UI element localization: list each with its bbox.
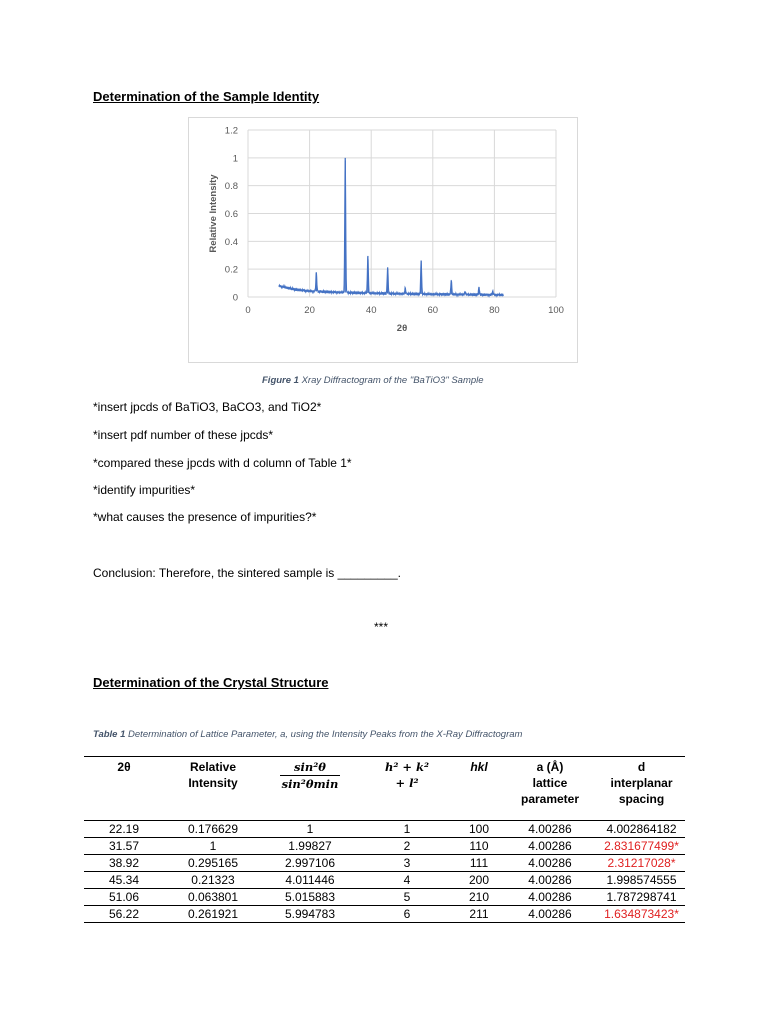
cell-interplanar-spacing: 2.31217028*: [598, 855, 685, 872]
col-hkl-sum-line1: h² + k²: [384, 760, 430, 774]
cell-relative-intensity: 0.261921: [164, 906, 262, 923]
y-tick-label: 0.2: [224, 264, 238, 276]
y-tick-label: 0.8: [224, 181, 238, 193]
cell-hkl-sum: 6: [358, 906, 456, 923]
y-tick-label: 1: [232, 153, 238, 165]
cell-lattice-parameter: 4.00286: [502, 906, 598, 923]
table-row: [84, 855, 685, 872]
cell-lattice-parameter: 4.00286: [502, 855, 598, 872]
cell-interplanar-spacing: 1.634873423*: [598, 906, 685, 923]
cell-relative-intensity: 0.176629: [164, 821, 262, 838]
cell-interplanar-spacing: 4.002864182: [598, 821, 685, 838]
xrd-chart: [188, 117, 578, 363]
col-lattice-parameter: [502, 757, 598, 821]
cell-two-theta: 38.92: [84, 855, 164, 872]
table-caption: [93, 729, 522, 740]
col-lattice-parameter-line2: lattice: [532, 776, 568, 790]
table-row: [84, 872, 685, 889]
cell-hkl: 211: [456, 906, 502, 923]
xrd-series-line: [279, 161, 504, 297]
figure-caption-label: Figure 1: [262, 375, 299, 386]
table-caption-label: Table 1: [93, 729, 126, 740]
cell-two-theta: 22.19: [84, 821, 164, 838]
col-interplanar-spacing-line1: d: [637, 760, 646, 774]
note-2: *insert pdf number of these jpcds*: [93, 428, 274, 442]
y-axis-label: Relative Intensity: [208, 174, 219, 253]
table-header-row: [84, 757, 685, 821]
section-heading-crystal-structure: Determination of the Crystal Structure: [93, 675, 329, 690]
y-tick-label: 0.4: [224, 236, 238, 248]
table-row: [84, 889, 685, 906]
cell-relative-intensity: 0.21323: [164, 872, 262, 889]
cell-hkl-sum: 1: [358, 821, 456, 838]
cell-hkl-sum: 5: [358, 889, 456, 906]
figure-caption: [262, 375, 484, 386]
cell-lattice-parameter: 4.00286: [502, 872, 598, 889]
col-interplanar-spacing-line3: spacing: [618, 792, 665, 806]
cell-relative-intensity: 0.063801: [164, 889, 262, 906]
cell-hkl-sum: 3: [358, 855, 456, 872]
x-tick-label: 60: [427, 305, 439, 316]
note-5: *what causes the presence of impurities?*: [93, 510, 317, 524]
cell-sin-ratio: 5.015883: [262, 889, 358, 906]
cell-sin-ratio: 5.994783: [262, 906, 358, 923]
col-two-theta: 2θ: [84, 757, 164, 821]
sin-ratio-numerator: sin²θ: [280, 759, 341, 776]
cell-two-theta: 31.57: [84, 838, 164, 855]
cell-hkl: 210: [456, 889, 502, 906]
cell-sin-ratio: 2.997106: [262, 855, 358, 872]
figure-caption-text: Xray Diffractogram of the "BaTiO3" Sample: [298, 375, 484, 386]
x-tick-label: 40: [365, 305, 377, 316]
cell-interplanar-spacing: 1.787298741: [598, 889, 685, 906]
cell-lattice-parameter: 4.00286: [502, 821, 598, 838]
col-hkl-sum-line2: + l²: [395, 776, 419, 790]
table-row: [84, 838, 685, 855]
x-tick-label: 20: [304, 305, 315, 316]
col-interplanar-spacing-line2: interplanar: [610, 776, 673, 790]
cell-hkl: 200: [456, 872, 502, 889]
y-tick-label: 1.2: [224, 125, 238, 137]
y-tick-label: 0.6: [224, 209, 238, 220]
col-lattice-parameter-line1: a (Å): [536, 760, 564, 774]
cell-hkl: 110: [456, 838, 502, 855]
xrd-chart-svg: [189, 118, 579, 364]
lattice-table: [84, 756, 685, 923]
x-tick-label: 100: [548, 305, 564, 316]
col-relative-intensity-line1: Relative: [189, 760, 237, 774]
col-relative-intensity-line2: Intensity: [188, 776, 238, 790]
section-separator: ***: [374, 620, 389, 634]
cell-sin-ratio: 1: [262, 821, 358, 838]
table-caption-text: Determination of Lattice Parameter, a, using the Intensity Peaks from the X-Ray Diffractogram: [125, 729, 523, 740]
cell-two-theta: 45.34: [84, 872, 164, 889]
col-lattice-parameter-line3: parameter: [520, 792, 580, 806]
cell-hkl: 100: [456, 821, 502, 838]
cell-lattice-parameter: 4.00286: [502, 889, 598, 906]
x-tick-label: 80: [489, 305, 500, 316]
cell-relative-intensity: 1: [164, 838, 262, 855]
cell-hkl-sum: 4: [358, 872, 456, 889]
x-axis-label: 2θ: [396, 323, 408, 334]
cell-relative-intensity: 0.295165: [164, 855, 262, 872]
col-sin-ratio: [262, 757, 358, 821]
table-row: [84, 906, 685, 923]
section-heading-sample-identity: Determination of the Sample Identity: [93, 89, 320, 104]
conclusion-text: Conclusion: Therefore, the sintered sample is _________.: [93, 566, 401, 580]
cell-interplanar-spacing: 2.831677499*: [598, 838, 685, 855]
cell-interplanar-spacing: 1.998574555: [598, 872, 685, 889]
cell-two-theta: 56.22: [84, 906, 164, 923]
cell-lattice-parameter: 4.00286: [502, 838, 598, 855]
cell-hkl: 111: [456, 855, 502, 872]
cell-sin-ratio: 4.011446: [262, 872, 358, 889]
cell-sin-ratio: 1.99827: [262, 838, 358, 855]
cell-two-theta: 51.06: [84, 889, 164, 906]
note-1: *insert jpcds of BaTiO3, BaCO3, and TiO2*: [93, 400, 322, 414]
col-hkl-sum: [358, 757, 456, 821]
note-4: *identify impurities*: [93, 483, 196, 497]
col-relative-intensity: [164, 757, 262, 821]
x-tick-label: 0: [245, 305, 251, 316]
sin-ratio-fraction: [280, 759, 341, 792]
y-tick-label: 0: [232, 292, 238, 304]
table-row: [84, 821, 685, 838]
note-3: *compared these jpcds with d column of Table 1*: [93, 456, 352, 470]
sin-ratio-denominator: sin²θmin: [281, 777, 339, 791]
cell-hkl-sum: 2: [358, 838, 456, 855]
col-hkl: hkl: [456, 757, 502, 821]
col-interplanar-spacing: [598, 757, 685, 821]
